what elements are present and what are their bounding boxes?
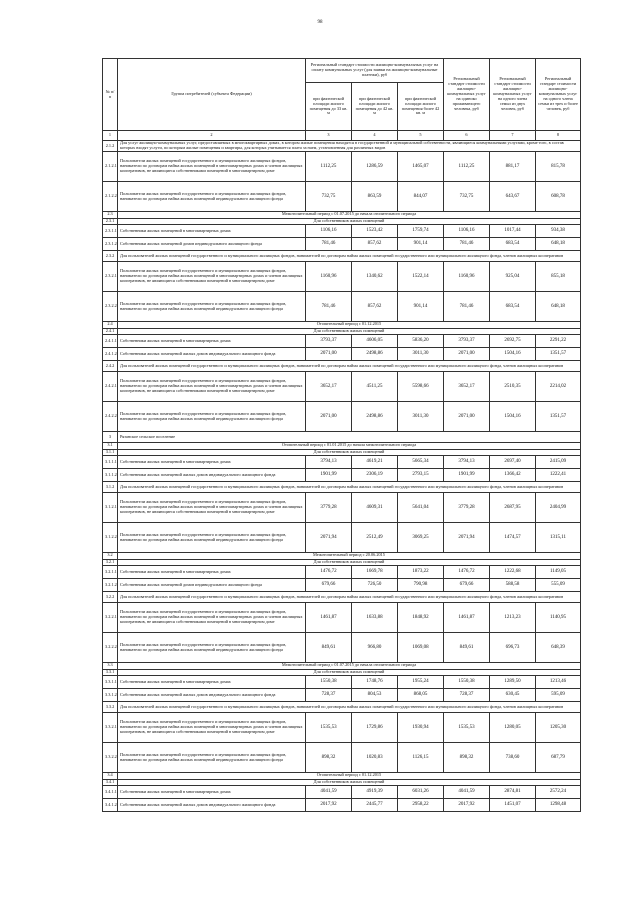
table-row — [103, 799, 581, 812]
header-sb3: при фактической площади жилого помещения более 42 кв. м — [398, 83, 444, 131]
value-cell: 898,32 — [444, 743, 490, 773]
table-row — [103, 238, 581, 251]
value-cell: 2512,49 — [352, 523, 398, 553]
value-cell: 3652,17 — [306, 372, 352, 402]
value-cell: 732,75 — [306, 182, 352, 212]
value-cell: 2692,75 — [490, 335, 536, 348]
period-heading: Для собственников жилых помещений — [118, 669, 581, 676]
value-cell: 726,50 — [352, 579, 398, 592]
value-cell: 683,54 — [490, 292, 536, 322]
value-cell: 857,62 — [352, 238, 398, 251]
value-cell: 2071,00 — [444, 402, 490, 432]
section-row — [103, 432, 581, 443]
section-row — [103, 592, 581, 603]
consumer-group: Пользователи жилых помещений государственного и муниципального жилищных фондов, наниматели по договорам найма жилых помещений в многоквартирных домах и членов жилищных кооперативов, не являющиеся собственниками помещений в многоквартирном доме — [118, 152, 306, 182]
value-cell: 1289,50 — [490, 676, 536, 689]
value-cell: 868,05 — [398, 689, 444, 702]
value-cell: 1286,59 — [352, 152, 398, 182]
consumer-group: Собственники жилых помещений жилых домов индивидуального жилищного фонда — [118, 469, 306, 482]
consumer-group: Собственники жилых помещений в многоквартирных домах — [118, 335, 306, 348]
value-cell: 3794,13 — [444, 456, 490, 469]
value-cell: 1669,78 — [352, 566, 398, 579]
value-cell: 1729,86 — [352, 713, 398, 743]
value-cell: 4619,21 — [352, 456, 398, 469]
row-number: 3.1.1 — [103, 449, 118, 456]
section-heading: Для услуг жилищно-коммунальных услуг, предоставляемых в многоквартирных домах, в котором жилые помещения находятся в государственной и муниципальной собственности, являющиеся коммунальными услугами, кроме того, в состав которых входят услуги, по которым жилые помещения и квартиры, для которых учитывается плата за наем, установленная для различных видов — [118, 141, 581, 152]
index-cell: 3 — [306, 131, 352, 141]
row-number: 2.4.1 — [103, 328, 118, 335]
value-cell: 2445,77 — [352, 799, 398, 812]
value-cell: 1017,44 — [490, 225, 536, 238]
value-cell: 1222,41 — [536, 469, 581, 482]
consumer-group: Собственники жилых помещений в многоквартирных домах — [118, 676, 306, 689]
value-cell: 4606,05 — [352, 335, 398, 348]
table-row — [103, 262, 581, 292]
value-cell: 696,73 — [490, 633, 536, 663]
row-number: 3.3.2 — [103, 702, 118, 713]
period-heading: Межотопительный период с 01.07.2015 до начала отопительного периода — [118, 212, 581, 219]
row-number: 3.2.1 — [103, 559, 118, 566]
consumer-group: Пользователи жилых помещений государственного и муниципального жилищных фондов, наниматели по договорам найма жилых помещений индивидуального жилищного фонда — [118, 182, 306, 212]
consumer-group: Пользователи жилых помещений государственного и муниципального жилищных фондов, наниматели по договорам найма жилых помещений индивидуального жилищного фонда — [118, 743, 306, 773]
row-number: 2.1.2.2 — [103, 182, 118, 212]
period-heading: Для собственников жилых помещений — [118, 779, 581, 786]
row-number: 3.2.1.1 — [103, 566, 118, 579]
consumer-group: Собственники жилых помещений жилых домов индивидуального жилищного фонда — [118, 799, 306, 812]
row-number: 2.4.2.2 — [103, 402, 118, 432]
row-number: 2.4 — [103, 322, 118, 329]
value-cell: 881,17 — [490, 152, 536, 182]
row-number: 2.3 — [103, 212, 118, 219]
value-cell: 901,14 — [398, 238, 444, 251]
value-cell: 855,18 — [536, 262, 581, 292]
value-cell: 1748,76 — [352, 676, 398, 689]
value-cell: 648,18 — [536, 292, 581, 322]
value-cell: 1451,07 — [490, 799, 536, 812]
value-cell: 2071,00 — [444, 348, 490, 361]
index-cell: 8 — [536, 131, 581, 141]
value-cell: 738,60 — [490, 743, 536, 773]
value-cell: 2572,24 — [536, 786, 581, 799]
row-number: 3.3.1.1 — [103, 676, 118, 689]
value-cell: 804,53 — [352, 689, 398, 702]
value-cell: 966,80 — [352, 633, 398, 663]
row-number: 2.1.2.1 — [103, 152, 118, 182]
value-cell: 2017,92 — [444, 799, 490, 812]
row-number: 3.1 — [103, 443, 118, 450]
value-cell: 1465,07 — [398, 152, 444, 182]
value-cell: 815,78 — [536, 152, 581, 182]
row-number: 2.1.2 — [103, 141, 118, 152]
table-row — [103, 603, 581, 633]
header-rs3: Региональный стандарт стоимости жилищно-коммунальных услуг на одного члена семьи из трех и более человек, руб — [536, 59, 581, 131]
period-heading: Отопительный период с 01.12.2015 — [118, 773, 581, 780]
value-cell: 2404,99 — [536, 493, 581, 523]
value-cell: 728,37 — [306, 689, 352, 702]
consumer-group: Пользователи жилых помещений государственного и муниципального жилищных фондов, наниматели по договорам найма жилых помещений в многоквартирных домах и членов жилищных кооперативов, не являющиеся собственниками помещений в многоквартирном доме — [118, 262, 306, 292]
value-cell: 1126,15 — [398, 743, 444, 773]
value-cell: 1759,74 — [398, 225, 444, 238]
value-cell: 4041,59 — [306, 786, 352, 799]
value-cell: 1340,62 — [352, 262, 398, 292]
value-cell: 3794,13 — [306, 456, 352, 469]
value-cell: 1351,57 — [536, 402, 581, 432]
index-cell: 2 — [118, 131, 306, 141]
row-number: 2.3.1.1 — [103, 225, 118, 238]
consumer-group: Пользователи жилых помещений государственного и муниципального жилищных фондов, наниматели по договорам найма жилых помещений в многоквартирных домах и членов жилищных кооперативов, не являющиеся собственниками помещений в многоквартирном доме — [118, 372, 306, 402]
table-row — [103, 348, 581, 361]
value-cell: 2415,09 — [536, 456, 581, 469]
period-heading: Для собственников жилых помещений — [118, 559, 581, 566]
value-cell: 849,61 — [444, 633, 490, 663]
consumer-group: Пользователи жилых помещений государственного и муниципального жилищных фондов, наниматели по договорам найма жилых помещений индивидуального жилищного фонда — [118, 292, 306, 322]
value-cell: 1461,87 — [444, 603, 490, 633]
row-number: 2.4.1.2 — [103, 348, 118, 361]
value-cell: 643,67 — [490, 182, 536, 212]
regional-standard-table — [102, 58, 581, 812]
value-cell: 1955,24 — [398, 676, 444, 689]
row-number: 3.4.1.2 — [103, 799, 118, 812]
consumer-group: Пользователи жилых помещений государственного и муниципального жилищных фондов, наниматели по договорам найма жилых помещений индивидуального жилищного фонда — [118, 633, 306, 663]
index-cell: 6 — [444, 131, 490, 141]
value-cell: 6031,26 — [398, 786, 444, 799]
value-cell: 1160,96 — [444, 262, 490, 292]
value-cell: 1633,88 — [352, 603, 398, 633]
value-cell: 863,59 — [352, 182, 398, 212]
value-cell: 1069,08 — [398, 633, 444, 663]
table-row — [103, 786, 581, 799]
value-cell: 595,09 — [536, 689, 581, 702]
table-row — [103, 689, 581, 702]
period-heading: Для собственников жилых помещений — [118, 218, 581, 225]
value-cell: 1140,95 — [536, 603, 581, 633]
value-cell: 1901,99 — [306, 469, 352, 482]
value-cell: 2071,94 — [444, 523, 490, 553]
index-cell: 7 — [490, 131, 536, 141]
table-row — [103, 579, 581, 592]
value-cell: 1474,57 — [490, 523, 536, 553]
consumer-group: Собственники жилых помещений домов индивидуального жилищного фонда — [118, 579, 306, 592]
period-heading: Межотопительный период с 01.07.2015 до начала отопительного периода — [118, 663, 581, 670]
value-cell: 1160,96 — [306, 262, 352, 292]
consumer-group: Пользователи жилых помещений государственного и муниципального жилищных фондов, наниматели по договорам найма жилых помещений в многоквартирных домах и членов жилищных кооперативов, не являющиеся собственниками помещений в многоквартирном доме — [118, 493, 306, 523]
value-cell: 1535,53 — [444, 713, 490, 743]
value-cell: 2498,86 — [352, 348, 398, 361]
row-number: 3.2.2.1 — [103, 603, 118, 633]
value-cell: 608,78 — [536, 182, 581, 212]
section-heading: Рязанское сельское поселение — [118, 432, 581, 443]
value-cell: 844,07 — [398, 182, 444, 212]
table-row — [103, 402, 581, 432]
header-group-sb: Региональный стандарт стоимости жилищно-коммунальных услуг на оплату коммунальных услуг (для заявки на жилищно-коммунальные платежи), руб — [306, 59, 444, 83]
table-row — [103, 335, 581, 348]
value-cell: 790,98 — [398, 579, 444, 592]
table-row — [103, 676, 581, 689]
value-cell: 728,37 — [444, 689, 490, 702]
row-number: 2.3.2.1 — [103, 262, 118, 292]
row-number: 3.4 — [103, 773, 118, 780]
value-cell: 1461,87 — [306, 603, 352, 633]
value-cell: 925,04 — [490, 262, 536, 292]
row-number: 3.3.2.2 — [103, 743, 118, 773]
table-row — [103, 566, 581, 579]
value-cell: 3779,28 — [306, 493, 352, 523]
value-cell: 1222,68 — [490, 566, 536, 579]
value-cell: 1550,38 — [444, 676, 490, 689]
value-cell: 679,66 — [444, 579, 490, 592]
value-cell: 1550,38 — [306, 676, 352, 689]
table-row — [103, 292, 581, 322]
consumer-group: Собственники жилых помещений в многоквартирных домах — [118, 225, 306, 238]
section-row — [103, 482, 581, 493]
value-cell: 2071,00 — [306, 402, 352, 432]
table-row — [103, 456, 581, 469]
value-cell: 687,79 — [536, 743, 581, 773]
value-cell: 1848,92 — [398, 603, 444, 633]
value-cell: 1901,99 — [444, 469, 490, 482]
value-cell: 1535,53 — [306, 713, 352, 743]
value-cell: 1522,14 — [398, 262, 444, 292]
value-cell: 588,58 — [490, 579, 536, 592]
row-number: 3.1.1.1 — [103, 456, 118, 469]
value-cell: 857,62 — [352, 292, 398, 322]
consumer-group: Пользователи жилых помещений государственного и муниципального жилищных фондов, наниматели по договорам найма жилых помещений индивидуального жилищного фонда — [118, 523, 306, 553]
consumer-group: Собственники жилых помещений в многоквартирных домах — [118, 456, 306, 469]
row-number: 3.3.1 — [103, 669, 118, 676]
header-col-group: Группа потребителей (субъекта Федерации) — [118, 59, 306, 131]
row-number: 2.3.2.2 — [103, 292, 118, 322]
section-heading: Для пользователей жилых помещений государственного и муниципального жилищных фондов, нанимателей по договорам найма жилых помещений государственного или муниципального жилищного фонда, членов жилищных кооперативов — [118, 592, 581, 603]
value-cell: 2071,94 — [306, 523, 352, 553]
value-cell: 1213,46 — [536, 676, 581, 689]
value-cell: 2958,22 — [398, 799, 444, 812]
value-cell: 2306,19 — [352, 469, 398, 482]
table-row — [103, 713, 581, 743]
value-cell: 1149,05 — [536, 566, 581, 579]
value-cell: 1106,16 — [444, 225, 490, 238]
value-cell: 2498,86 — [352, 402, 398, 432]
value-cell: 1280,05 — [490, 713, 536, 743]
value-cell: 679,66 — [306, 579, 352, 592]
row-number: 3.2.2 — [103, 592, 118, 603]
value-cell: 2697,40 — [490, 456, 536, 469]
value-cell: 648,39 — [536, 633, 581, 663]
value-cell: 5836,20 — [398, 335, 444, 348]
row-number: 3 — [103, 432, 118, 443]
value-cell: 2291,22 — [536, 335, 581, 348]
value-cell: 1112,25 — [306, 152, 352, 182]
value-cell: 3069,25 — [398, 523, 444, 553]
section-row — [103, 141, 581, 152]
value-cell: 5641,04 — [398, 493, 444, 523]
value-cell: 1930,94 — [398, 713, 444, 743]
table-row — [103, 743, 581, 773]
index-cell: 5 — [398, 131, 444, 141]
period-heading: Отопительный период с 01.01.2015 до начала межотопительного периода — [118, 443, 581, 450]
consumer-group: Собственники жилых помещений в многоквартирных домах — [118, 566, 306, 579]
value-cell: 5598,66 — [398, 372, 444, 402]
row-number: 3.2.1.2 — [103, 579, 118, 592]
value-cell: 3793,37 — [444, 335, 490, 348]
value-cell: 781,46 — [444, 292, 490, 322]
value-cell: 630,45 — [490, 689, 536, 702]
value-cell: 1213,23 — [490, 603, 536, 633]
value-cell: 2687,95 — [490, 493, 536, 523]
value-cell: 4609,31 — [352, 493, 398, 523]
value-cell: 4919,39 — [352, 786, 398, 799]
value-cell: 4041,59 — [444, 786, 490, 799]
value-cell: 934,38 — [536, 225, 581, 238]
row-number: 2.3.1 — [103, 218, 118, 225]
value-cell: 1476,72 — [444, 566, 490, 579]
index-cell: 1 — [103, 131, 118, 141]
row-number: 3.4.1.1 — [103, 786, 118, 799]
section-row — [103, 251, 581, 262]
row-number: 3.3.2.1 — [103, 713, 118, 743]
section-heading: Для пользователей жилых помещений государственного и муниципального жилищных фондов, нанимателей по договорам найма жилых помещений государственного или муниципального жилищного фонда, членов жилищных кооперативов — [118, 702, 581, 713]
row-number: 2.4.2 — [103, 361, 118, 372]
table-row — [103, 469, 581, 482]
row-number: 3.3 — [103, 663, 118, 670]
value-cell: 1205,30 — [536, 713, 581, 743]
value-cell: 4511,25 — [352, 372, 398, 402]
section-row — [103, 702, 581, 713]
header-col-no: № п/п — [103, 59, 118, 131]
period-heading: Для собственников жилых помещений — [118, 449, 581, 456]
consumer-group: Собственники жилых помещений домов индивидуального жилищного фонда — [118, 238, 306, 251]
table-row — [103, 523, 581, 553]
value-cell: 2214,02 — [536, 372, 581, 402]
period-heading: Межотопительный период с 20.06.2015 — [118, 553, 581, 560]
consumer-group: Собственники жилых помещений жилых домов индивидуального жилищного фонда — [118, 689, 306, 702]
row-number: 3.1.2 — [103, 482, 118, 493]
value-cell: 3652,17 — [444, 372, 490, 402]
value-cell: 781,46 — [306, 292, 352, 322]
consumer-group: Собственники жилых помещений в многоквартирных домах — [118, 786, 306, 799]
row-number: 2.3.2 — [103, 251, 118, 262]
row-number: 3.2.2.2 — [103, 633, 118, 663]
value-cell: 732,75 — [444, 182, 490, 212]
row-number: 3.1.2.2 — [103, 523, 118, 553]
table-row — [103, 182, 581, 212]
value-cell: 2071,00 — [306, 348, 352, 361]
value-cell: 849,61 — [306, 633, 352, 663]
value-cell: 1298,48 — [536, 799, 581, 812]
value-cell: 1873,22 — [398, 566, 444, 579]
value-cell: 2510,35 — [490, 372, 536, 402]
value-cell: 3011,30 — [398, 402, 444, 432]
row-number: 2.3.1.2 — [103, 238, 118, 251]
value-cell: 1351,57 — [536, 348, 581, 361]
table-row — [103, 493, 581, 523]
value-cell: 5665,34 — [398, 456, 444, 469]
value-cell: 3011,30 — [398, 348, 444, 361]
period-heading: Для собственников жилых помещений — [118, 328, 581, 335]
row-number: 3.3.1.2 — [103, 689, 118, 702]
row-number: 2.4.2.1 — [103, 372, 118, 402]
value-cell: 1020,83 — [352, 743, 398, 773]
section-heading: Для пользователей жилых помещений государственного и муниципального жилищных фондов, нанимателей по договорам найма жилых помещений государственного или муниципального жилищного фонда, членов жилищных кооперативов — [118, 482, 581, 493]
value-cell: 781,46 — [306, 238, 352, 251]
row-number: 2.4.1.1 — [103, 335, 118, 348]
value-cell: 683,54 — [490, 238, 536, 251]
value-cell: 1112,25 — [444, 152, 490, 182]
header-sb2: при фактической площади жилого помещения до 42 кв. м — [352, 83, 398, 131]
table-row — [103, 152, 581, 182]
period-heading: Отопительный период с 01.12.2015 — [118, 322, 581, 329]
row-number: 3.4.1 — [103, 779, 118, 786]
value-cell: 1366,42 — [490, 469, 536, 482]
consumer-group: Пользователи жилых помещений государственного и муниципального жилищных фондов, наниматели по договорам найма жилых помещений индивидуального жилищного фонда — [118, 402, 306, 432]
value-cell: 901,14 — [398, 292, 444, 322]
section-heading: Для пользователей жилых помещений государственного и муниципального жилищных фондов, нанимателей по договорам найма жилых помещений государственного или муниципального жилищного фонда, членов жилищных кооперативов — [118, 251, 581, 262]
table-row — [103, 225, 581, 238]
value-cell: 1315,11 — [536, 523, 581, 553]
consumer-group: Пользователи жилых помещений государственного и муниципального жилищных фондов, наниматели по договорам найма жилых помещений в многоквартирных домах и членов жилищных кооперативов, не являющиеся собственниками помещений в многоквартирном доме — [118, 603, 306, 633]
section-row — [103, 361, 581, 372]
value-cell: 2017,92 — [306, 799, 352, 812]
header-rs2: Региональный стандарт стоимости жилищно-коммунальных услуг на одного члена семьи из двух человек, руб — [490, 59, 536, 131]
index-cell: 4 — [352, 131, 398, 141]
value-cell: 1523,42 — [352, 225, 398, 238]
value-cell: 1504,16 — [490, 348, 536, 361]
value-cell: 898,32 — [306, 743, 352, 773]
value-cell: 1476,72 — [306, 566, 352, 579]
header-rs1: Региональный стандарт стоимости жилищно-коммунальных услуг на одиноко проживающего человека, руб — [444, 59, 490, 131]
consumer-group: Пользователи жилых помещений государственного и муниципального жилищных фондов, наниматели по договорам найма жилых помещений в многоквартирных домах и членов жилищных кооперативов, не являющиеся собственниками помещений в многоквартирном доме — [118, 713, 306, 743]
section-heading: Для пользователей жилых помещений государственного и муниципального жилищных фондов, нанимателей по договорам найма жилых помещений государственного или муниципального жилищного фонда, членов жилищных кооперативов — [118, 361, 581, 372]
header-sb1: при фактической площади жилого помещения до 33 кв. м — [306, 83, 352, 131]
row-number: 3.1.1.2 — [103, 469, 118, 482]
row-number: 3.2 — [103, 553, 118, 560]
value-cell: 648,18 — [536, 238, 581, 251]
table-row — [103, 633, 581, 663]
row-number: 3.1.2.1 — [103, 493, 118, 523]
value-cell: 3779,28 — [444, 493, 490, 523]
value-cell: 2874,81 — [490, 786, 536, 799]
value-cell: 3793,37 — [306, 335, 352, 348]
value-cell: 555,09 — [536, 579, 581, 592]
table-row — [103, 372, 581, 402]
value-cell: 1504,16 — [490, 402, 536, 432]
value-cell: 781,46 — [444, 238, 490, 251]
value-cell: 2793,15 — [398, 469, 444, 482]
consumer-group: Собственники жилых помещений жилых домов индивидуального жилищного фонда — [118, 348, 306, 361]
page-number: 98 — [317, 20, 323, 25]
column-index-row — [103, 131, 581, 141]
value-cell: 1106,16 — [306, 225, 352, 238]
